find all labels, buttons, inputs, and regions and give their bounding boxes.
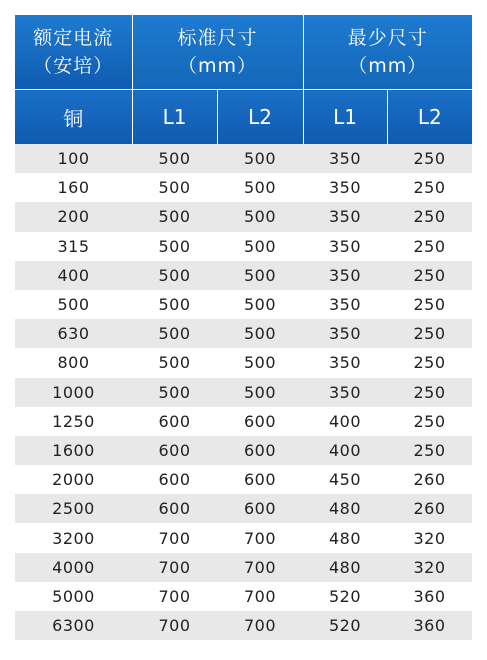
table-row (15, 348, 472, 377)
cell-std-l1: 600 (132, 436, 217, 465)
cell-std-l2: 500 (217, 378, 303, 407)
cell-rated-current: 1250 (15, 407, 132, 436)
cell-std-l2: 500 (217, 290, 303, 319)
header-row-2 (15, 90, 472, 145)
header-std-l2: L2 (217, 90, 303, 145)
cell-min-l2: 250 (387, 407, 472, 436)
table-row (15, 173, 472, 202)
cell-min-l1: 350 (303, 144, 387, 173)
cell-std-l2: 700 (217, 523, 303, 552)
table-row (15, 436, 472, 465)
cell-std-l1: 700 (132, 582, 217, 611)
cell-std-l1: 500 (132, 261, 217, 290)
table-row (15, 582, 472, 611)
cell-std-l1: 500 (132, 173, 217, 202)
cell-rated-current: 315 (15, 232, 132, 261)
cell-std-l1: 700 (132, 523, 217, 552)
header-min-size (303, 15, 472, 90)
header-min-size-line1: 最少尺寸 (347, 27, 428, 49)
cell-min-l2: 260 (387, 465, 472, 494)
cell-std-l2: 600 (217, 494, 303, 523)
cell-std-l2: 500 (217, 144, 303, 173)
cell-min-l1: 520 (303, 611, 387, 640)
cell-std-l1: 500 (132, 144, 217, 173)
cell-std-l1: 500 (132, 202, 217, 231)
header-rated-current-line1: 额定电流 (33, 27, 114, 49)
size-table-container (15, 15, 472, 640)
cell-rated-current: 2000 (15, 465, 132, 494)
cell-rated-current: 4000 (15, 553, 132, 582)
cell-min-l1: 450 (303, 465, 387, 494)
cell-std-l1: 500 (132, 378, 217, 407)
cell-rated-current: 5000 (15, 582, 132, 611)
cell-min-l2: 250 (387, 319, 472, 348)
cell-std-l1: 600 (132, 494, 217, 523)
header-std-l1: L1 (132, 90, 217, 145)
cell-min-l2: 250 (387, 290, 472, 319)
header-min-size-line2: （mm） (348, 55, 428, 77)
table-row (15, 553, 472, 582)
table-row (15, 290, 472, 319)
cell-min-l1: 520 (303, 582, 387, 611)
table-row (15, 523, 472, 552)
cell-std-l2: 500 (217, 319, 303, 348)
cell-std-l1: 700 (132, 553, 217, 582)
header-row-1 (15, 15, 472, 90)
header-standard-size-line2: （mm） (177, 55, 258, 77)
header-copper: 铜 (15, 90, 132, 145)
cell-rated-current: 6300 (15, 611, 132, 640)
cell-rated-current: 400 (15, 261, 132, 290)
header-rated-current (15, 15, 132, 90)
header-standard-size (132, 15, 303, 90)
cell-min-l1: 350 (303, 261, 387, 290)
header-rated-current-line2: （安培） (33, 55, 114, 77)
table-row (15, 378, 472, 407)
cell-min-l2: 250 (387, 436, 472, 465)
table-row (15, 144, 472, 173)
cell-rated-current: 2500 (15, 494, 132, 523)
table-body (15, 144, 472, 640)
cell-std-l2: 500 (217, 261, 303, 290)
cell-min-l1: 480 (303, 523, 387, 552)
cell-std-l2: 600 (217, 465, 303, 494)
cell-min-l2: 360 (387, 611, 472, 640)
cell-rated-current: 160 (15, 173, 132, 202)
cell-min-l1: 400 (303, 436, 387, 465)
cell-min-l2: 360 (387, 582, 472, 611)
cell-min-l2: 260 (387, 494, 472, 523)
cell-std-l2: 600 (217, 407, 303, 436)
cell-std-l2: 500 (217, 202, 303, 231)
cell-std-l2: 700 (217, 553, 303, 582)
cell-std-l1: 700 (132, 611, 217, 640)
table-header (15, 15, 472, 144)
cell-min-l1: 350 (303, 202, 387, 231)
cell-std-l2: 700 (217, 582, 303, 611)
busbar-size-table (15, 15, 472, 640)
header-standard-size-line1: 标准尺寸 (177, 27, 258, 49)
cell-min-l1: 350 (303, 319, 387, 348)
table-row (15, 261, 472, 290)
cell-min-l1: 350 (303, 173, 387, 202)
cell-std-l2: 500 (217, 348, 303, 377)
table-row (15, 319, 472, 348)
cell-std-l1: 500 (132, 290, 217, 319)
cell-rated-current: 1000 (15, 378, 132, 407)
cell-min-l2: 250 (387, 378, 472, 407)
table-row (15, 611, 472, 640)
cell-min-l1: 400 (303, 407, 387, 436)
cell-min-l2: 320 (387, 553, 472, 582)
cell-rated-current: 100 (15, 144, 132, 173)
cell-std-l1: 500 (132, 348, 217, 377)
cell-std-l1: 500 (132, 319, 217, 348)
cell-min-l2: 320 (387, 523, 472, 552)
table-row (15, 202, 472, 231)
cell-min-l1: 350 (303, 348, 387, 377)
cell-std-l2: 600 (217, 436, 303, 465)
cell-rated-current: 1600 (15, 436, 132, 465)
cell-std-l2: 500 (217, 232, 303, 261)
table-row (15, 494, 472, 523)
cell-min-l1: 480 (303, 553, 387, 582)
cell-rated-current: 800 (15, 348, 132, 377)
header-min-l1: L1 (303, 90, 387, 145)
cell-std-l2: 700 (217, 611, 303, 640)
cell-min-l2: 250 (387, 202, 472, 231)
cell-rated-current: 3200 (15, 523, 132, 552)
cell-std-l1: 500 (132, 232, 217, 261)
cell-rated-current: 200 (15, 202, 132, 231)
table-row (15, 232, 472, 261)
cell-rated-current: 630 (15, 319, 132, 348)
cell-min-l1: 350 (303, 232, 387, 261)
cell-min-l1: 350 (303, 378, 387, 407)
cell-min-l2: 250 (387, 144, 472, 173)
header-min-l2: L2 (387, 90, 472, 145)
cell-std-l2: 500 (217, 173, 303, 202)
cell-min-l2: 250 (387, 348, 472, 377)
cell-min-l2: 250 (387, 232, 472, 261)
cell-std-l1: 600 (132, 407, 217, 436)
cell-rated-current: 500 (15, 290, 132, 319)
cell-min-l1: 480 (303, 494, 387, 523)
cell-min-l2: 250 (387, 173, 472, 202)
table-row (15, 465, 472, 494)
table-row (15, 407, 472, 436)
cell-min-l2: 250 (387, 261, 472, 290)
cell-std-l1: 600 (132, 465, 217, 494)
cell-min-l1: 350 (303, 290, 387, 319)
